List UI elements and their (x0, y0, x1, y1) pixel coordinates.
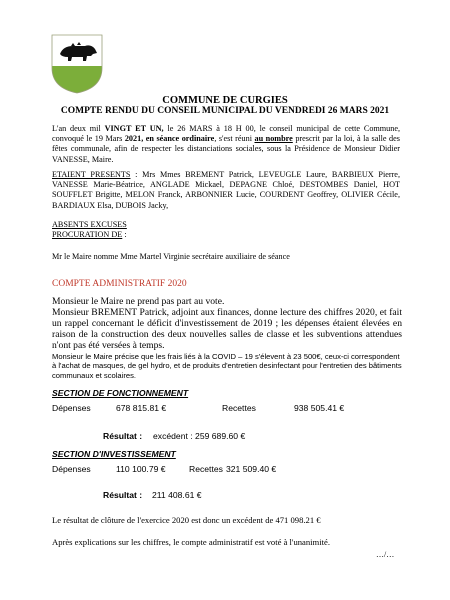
invest-recettes-label: Recettes (189, 464, 223, 474)
invest-depenses-label: Dépenses (52, 464, 91, 474)
invest-depenses-value: 110 100.79 € (116, 464, 166, 474)
page-continuation-marker: …/… (376, 550, 395, 559)
fonct-resultat-label: Résultat : (103, 431, 143, 441)
intro-paragraph: L'an deux mil VINGT ET UN, le 26 MARS à 18 H 00, le conseil municipal de cette Commune, convoqué le 19 Mars 2021, en séance ordinaire, s'est réuni au nombre prescrit par la loi, à la salle des fêtes communale, afin de respecter les distanciations sociales, sous la Présidence de Monsieur Didier VANESSE, Maire. (52, 124, 401, 164)
secretary-line: Mr le Maire nomme Mme Martel Virginie secrétaire auxiliaire de séance (52, 252, 290, 261)
presents-paragraph: ETAIENT PRESENTS : Mrs Mmes BREMENT Patrick, LEVEUGLE Laure, BARBIEUX Pierre, VANESSE Marie-Béatrice, ANGLADE Mickael, DEPAGNE Chloé, DESTOMBES Daniel, HOT SOUFFLET Brigitte, MELON Franck, ARBONNIER Lucie, COURDENT Geoffrey, OLIVIER Cécile, BARDIAUX Elsa, DUBOIS Jacky, (52, 170, 400, 210)
page-title: COMMUNE DE CURGIES (162, 95, 288, 106)
absents-label: ABSENTS EXCUSES (52, 220, 127, 229)
page-subtitle: COMPTE RENDU DU CONSEIL MUNICIPAL DU VENDREDI 26 MARS 2021 (60, 106, 390, 116)
invest-recettes-value: 321 509.40 € (226, 464, 277, 474)
section-line-3: Monsieur le Maire précise que les frais liés à la COVID – 19 s'élevent à 23 500€, ceux-ci correspondent à l'achat de masques, de gel hydro, et de produits d'entretien desinfectant pour l'entretien des bâtiments communaux et scolaires. (52, 352, 402, 380)
coat-of-arms-icon (51, 34, 103, 94)
section-title: COMPTE ADMINISTRATIF 2020 (52, 279, 187, 289)
section-line-1: Monsieur le Maire ne prend pas part au vote. (52, 296, 225, 307)
investissement-title: SECTION D'INVESTISSEMENT (52, 449, 176, 459)
invest-resultat-label: Résultat : (103, 490, 143, 500)
fonct-resultat-value: excédent : 259 689.60 € (153, 431, 246, 441)
fonctionnement-title: SECTION DE FONCTIONNEMENT (52, 388, 189, 398)
fonct-depenses-value: 678 815.81 € (116, 403, 167, 413)
fonct-recettes-value: 938 505.41 € (294, 403, 345, 413)
vote-line: Après explications sur les chiffres, le compte administratif est voté à l'unanimité. (52, 537, 330, 547)
procuration-label: PROCURATION DE : (52, 230, 127, 239)
conclusion-line: Le résultat de clôture de l'exercice 2020 est donc un excédent de 471 098.21 € (52, 515, 321, 525)
fonct-depenses-label: Dépenses (52, 403, 91, 413)
invest-resultat-value: 211 408.61 € (152, 490, 202, 500)
section-line-2: Monsieur BREMENT Patrick, adjoint aux finances, donne lecture des chiffres 2020, et fait un rappel concernant le déficit d'investissement de 2019 ; les dépenses étaient élevées en raison de la construction des deux nouvelles salles de classe et les subventions attendues n'ont pas été versées à temps. (52, 307, 402, 351)
fonct-recettes-label: Recettes (222, 403, 256, 413)
